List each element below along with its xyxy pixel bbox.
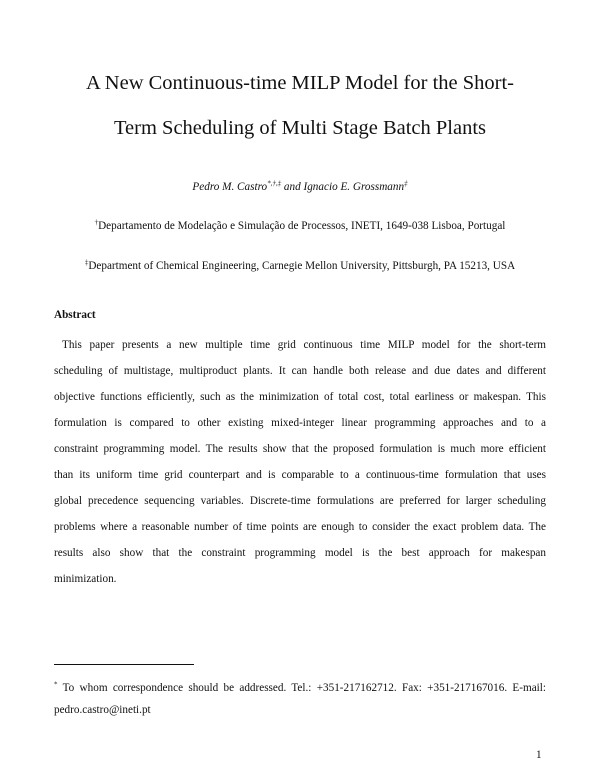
author-castro: Pedro M. Castro — [192, 181, 268, 193]
page-number: 1 — [536, 749, 542, 761]
affiliation-cmu-text: Department of Chemical Engineering, Carnegie Mellon University, Pittsburgh, PA 15213, USA — [88, 260, 516, 272]
author-list — [0, 181, 600, 193]
abstract-line: than its uniform time grid counterpart and is comparable to a continuous-time formulation that uses — [54, 469, 546, 481]
author-grossmann: Ignacio E. Grossmann — [303, 181, 405, 193]
footnote-text-1: To whom correspondence should be addressed. Tel.: +351-217162712. Fax: +351-217167016. E-mail: — [57, 682, 546, 694]
affiliation-ineti-text: Departamento de Modelação e Simulação de Processos, INETI, 1649-038 Lisboa, Portugal — [98, 220, 506, 232]
footnote-email: pedro.castro@ineti.pt — [54, 704, 151, 716]
affiliation-cmu — [0, 260, 600, 272]
affiliation-ineti — [0, 220, 600, 232]
abstract-line: minimization. — [54, 573, 117, 585]
author-connector: and — [281, 181, 304, 193]
abstract-line: results also show that the constraint programming model is the best approach for makespan — [54, 547, 546, 559]
abstract-line: global precedence sequencing variables. Discrete-time formulations are preferred for larger scheduling — [54, 495, 546, 507]
abstract-heading: Abstract — [54, 309, 96, 321]
title-line-2: Term Scheduling of Multi Stage Batch Plants — [113, 117, 487, 139]
affiliation-cmu-mark: ‡ — [84, 258, 89, 267]
footnote-mark: * — [54, 680, 58, 689]
affiliation-ineti-mark: † — [94, 218, 99, 227]
abstract-line: constraint programming model. The results show that the proposed formulation is much more efficient — [54, 443, 546, 455]
author-grossmann-marks: ‡ — [404, 179, 408, 188]
abstract-line: scheduling of multistage, multiproduct plants. It can handle both release and due dates and different — [54, 365, 546, 377]
footnote-divider — [54, 664, 194, 665]
abstract-line: formulation is compared to other existing mixed-integer linear programming approaches and to a — [54, 417, 546, 429]
author-castro-marks: *,†,‡ — [267, 179, 282, 188]
abstract-line: problems where a reasonable number of time points are enough to consider the exact problem data. The — [54, 521, 546, 533]
title-line-1: A New Continuous-time MILP Model for the Short- — [86, 72, 514, 94]
footnote-line-1 — [54, 680, 546, 696]
abstract-line: objective functions efficiently, such as the minimization of total cost, total earliness or makespan. This — [54, 391, 546, 403]
abstract-line: This paper presents a new multiple time grid continuous time MILP model for the short-term — [62, 339, 546, 351]
